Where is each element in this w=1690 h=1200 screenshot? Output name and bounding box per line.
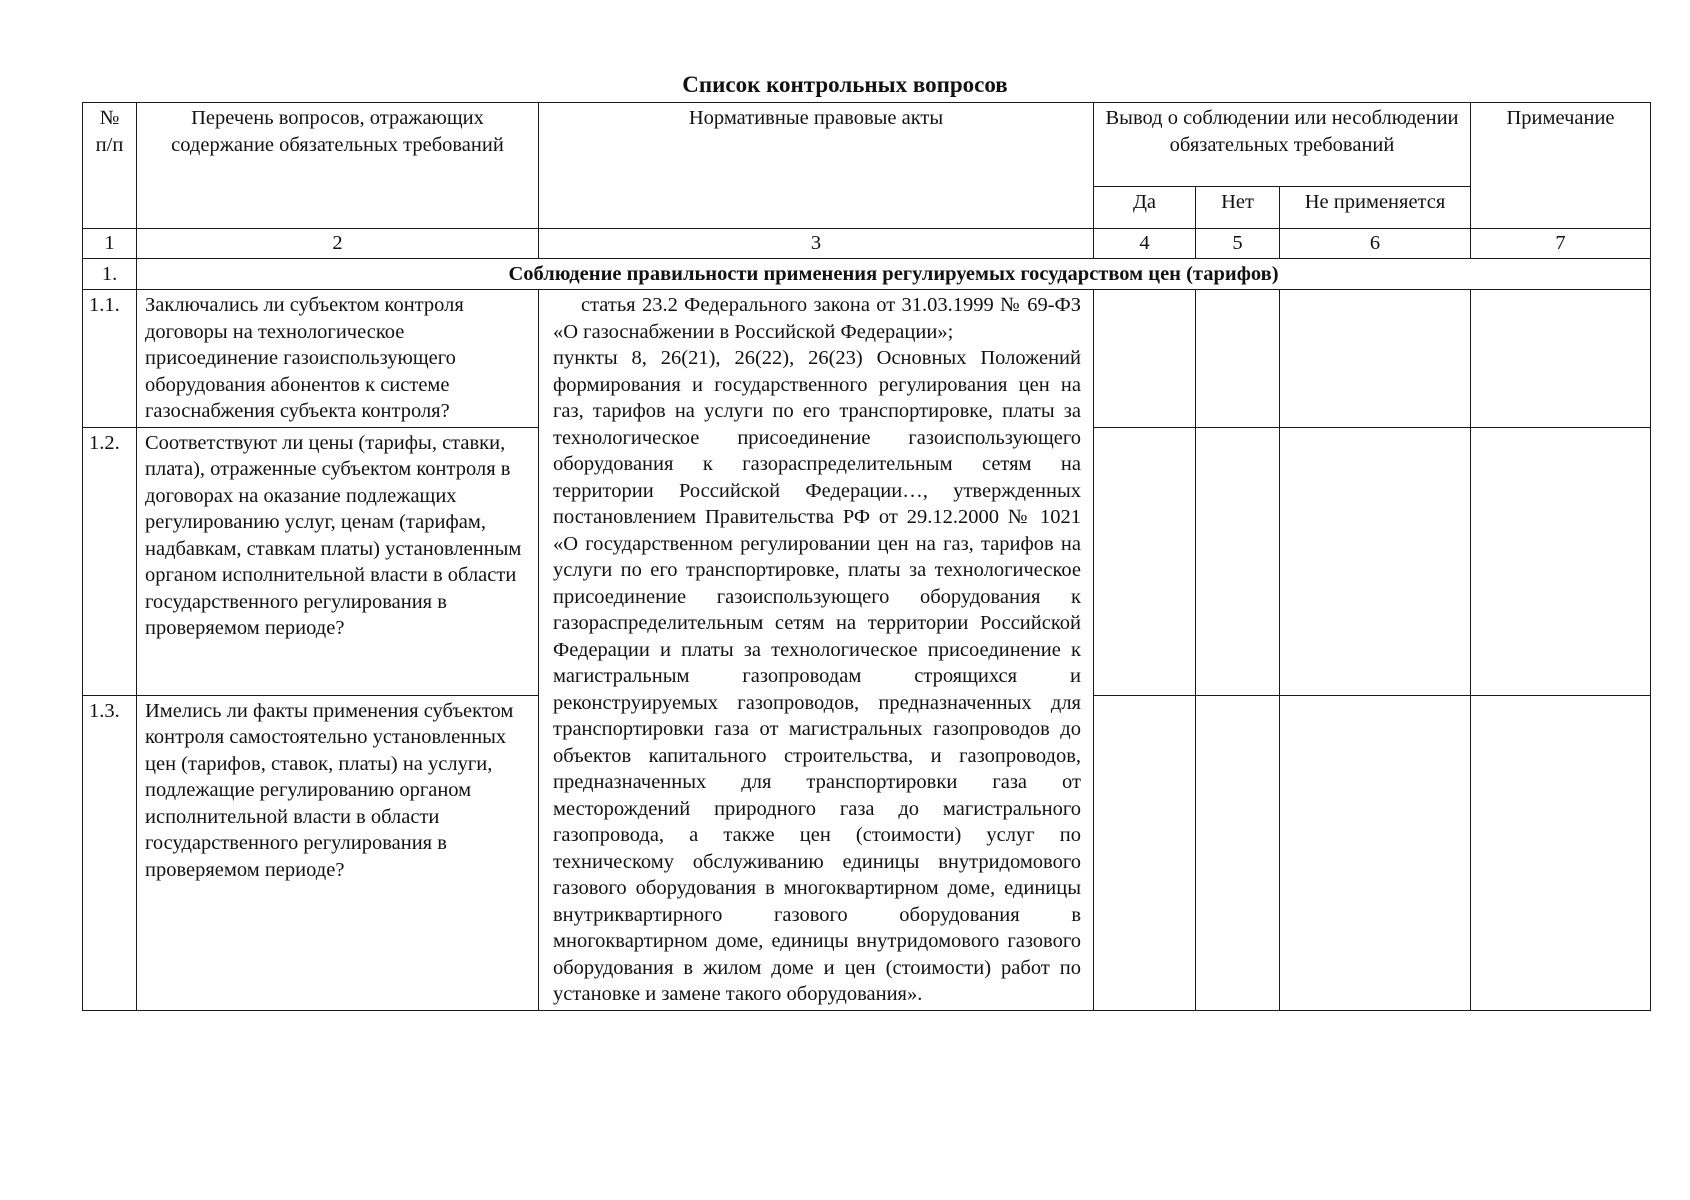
header-legal-acts: Нормативные правовые акты (539, 103, 1094, 229)
section-row (83, 259, 1651, 290)
column-number: 7 (1471, 229, 1651, 259)
note-cell[interactable] (1471, 290, 1651, 428)
row-number: 1.2. (83, 427, 137, 695)
column-numbers-row (83, 229, 1651, 259)
answer-no-cell[interactable] (1196, 427, 1280, 695)
row-number: 1.1. (83, 290, 137, 428)
header-row-1 (83, 103, 1651, 187)
header-conclusion: Вывод о соблюдении или несоблюдении обязательных требований (1094, 103, 1471, 187)
row-question: Имелись ли факты применения субъектом контроля самостоятельно установленных цен (тарифов, ставок, платы) на услуги, подлежащие регулированию органом исполнительной власти в области государственного регулирования в проверяемом периоде? (137, 695, 539, 1010)
column-number: 1 (83, 229, 137, 259)
header-not-applicable: Не применяется (1280, 187, 1471, 229)
document-title: Список контрольных вопросов (682, 72, 1008, 97)
row-number: 1.3. (83, 695, 137, 1010)
header-questions: Перечень вопросов, отражающих содержание обязательных требований (137, 103, 539, 229)
row-question: Соответствуют ли цены (тарифы, ставки, плата), отраженные субъектом контроля в договорах на оказание подлежащих регулированию услуг, ценам (тарифам, надбавкам, ставкам платы) установленным органом исполнительной власти в области государственного регулирования в проверяемом периоде? (137, 427, 539, 695)
row-question: Заключались ли субъектом контроля договоры на технологическое присоединение газоиспользующего оборудования абонентов к системе газоснабжения субъекта контроля? (137, 290, 539, 428)
table-row (83, 290, 1651, 428)
column-number: 2 (137, 229, 539, 259)
answer-na-cell[interactable] (1280, 427, 1471, 695)
answer-na-cell[interactable] (1280, 290, 1471, 428)
section-number: 1. (83, 259, 137, 290)
column-number: 3 (539, 229, 1094, 259)
answer-na-cell[interactable] (1280, 695, 1471, 1010)
note-cell[interactable] (1471, 427, 1651, 695)
note-cell[interactable] (1471, 695, 1651, 1010)
answer-no-cell[interactable] (1196, 290, 1280, 428)
answer-yes-cell[interactable] (1094, 427, 1196, 695)
answer-yes-cell[interactable] (1094, 695, 1196, 1010)
legal-act-text: пункты 8, 26(21), 26(22), 26(23) Основных Положений формирования и государственного регулирования цен на газ, тарифов на услуги по его транспортировке, платы за технологическое присоединение газоиспользующего оборудования к газораспределительным сетям на территории Российской Федерации…, утвержденных постановлением Правительства РФ от 29.12.2000 № 1021 «О государственном регулировании цен на газ, тарифов на услуги по его транспортировке, платы за технологическое присоединение газоиспользующего оборудования к газораспределительным сетям на территории Российской Федерации и платы за технологическое присоединение к магистральным газопроводам строящихся и реконструируемых газопроводов, предназначенных для транспортировки газа от магистральных газопроводов до объектов капитального строительства, и газопроводов, предназначенных для транспортировки газа от месторождений природного газа до магистрального газопровода, а также цен (стоимости) услуг по техническому обслуживанию единицы внутридомового газового оборудования в многоквартирном доме, единицы внутриквартирного газового оборудования в многоквартирном доме, единицы внутридомового газового оборудования в жилом доме и цен (стоимости) работ по установке и замене такого оборудования». (553, 347, 1081, 1005)
header-num: № п/п (83, 103, 137, 229)
answer-no-cell[interactable] (1196, 695, 1280, 1010)
legal-act-text: статья 23.2 Федерального закона от 31.03.1999 № 69-ФЗ «О газоснабжении в Российской Федерации»; (553, 294, 1081, 343)
column-number: 5 (1196, 229, 1280, 259)
checklist-table (82, 102, 1651, 1011)
section-title: Соблюдение правильности применения регулируемых государством цен (тарифов) (137, 259, 1651, 290)
header-no: Нет (1196, 187, 1280, 229)
legal-acts-cell (539, 290, 1094, 1011)
column-number: 4 (1094, 229, 1196, 259)
header-note: Примечание (1471, 103, 1651, 229)
answer-yes-cell[interactable] (1094, 290, 1196, 428)
header-yes: Да (1094, 187, 1196, 229)
column-number: 6 (1280, 229, 1471, 259)
